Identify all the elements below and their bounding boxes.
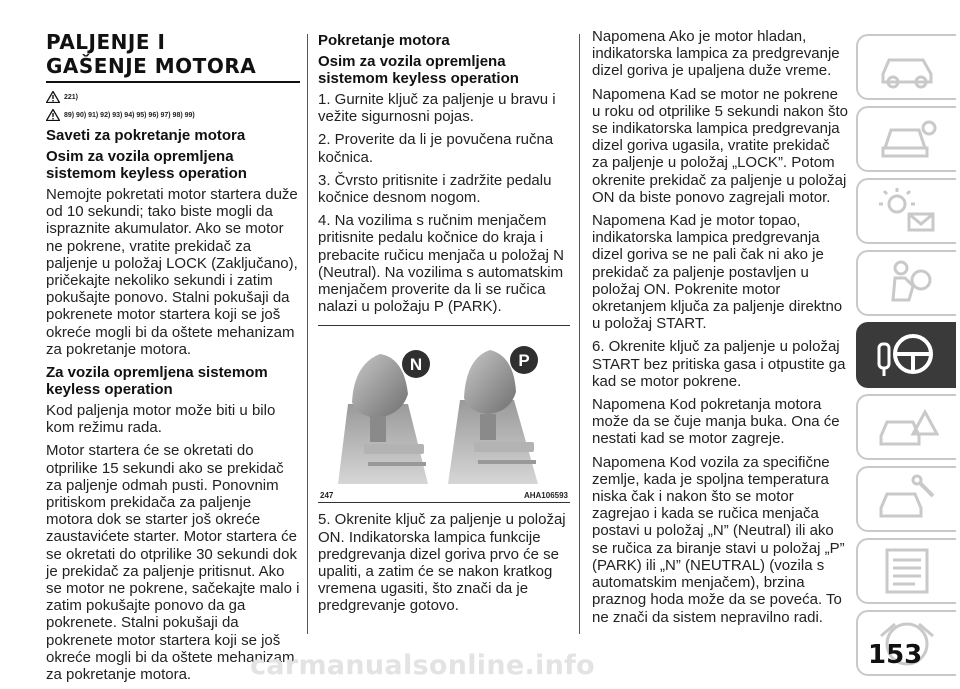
steering-wheel-key-icon	[875, 330, 939, 380]
watermark: carmanualsonline.info	[250, 650, 596, 681]
paragraph-any-mode: Kod paljenja motor može biti u bilo kom režimu rada.	[46, 402, 276, 437]
note-noise: Napomena Kod pokretanja motora može da se čuje manja buka. Ona će nestati kad se motor zagreje.	[592, 396, 840, 448]
step-1: 1. Gurnite ključ za paljenje u bravu i vežite sigurnosni pojas.	[318, 91, 556, 126]
label-p: P	[518, 351, 530, 371]
section-title-line2: GAŠENJE MOTORA	[46, 54, 257, 78]
warning-ref-2	[46, 109, 300, 121]
paragraph-starter-limit: Nemojte pokretati motor startera duže od 10 sekundi; tako biste mogli da ispraznite akumulator. Ako se motor ne pokrene, vratite prekidač za paljenje u položaj LOCK (Zaključano), pričekajte nekoliko sekundi i zatim pokušajte ponovo. Stalni pokušaji da pokrenete motor startera koji se još okreće mogli bi da oštete mehanizam za pokretanje motora.	[46, 186, 298, 358]
column-2	[318, 28, 570, 621]
car-dashboard-icon	[875, 114, 939, 164]
tab-starting-driving[interactable]	[856, 322, 956, 388]
page-number: 153	[868, 640, 923, 670]
note-no-start: Napomena Kad se motor ne pokrene u roku od otprilike 5 sekundi nakon što se indikatorska lampica predgrevanja dizel goriva ugasila, vratite prekidač za paljenje u položaj „LOCK”. Potom okrenite prekidač za paljenje u položaj ON da biste ponovo zagrejali motor.	[592, 85, 848, 206]
specifications-list-icon	[875, 546, 939, 596]
note-cold-engine: Napomena Ako je motor hladan, indikatorska lampica za predgrevanje dizel goriva je upaljena duže vreme.	[592, 28, 840, 80]
airbag-safety-icon	[875, 258, 939, 308]
step-2: 2. Proverite da li je povučena ručna kočnica.	[318, 131, 554, 166]
tab-airbag-safety[interactable]	[856, 250, 956, 316]
gear-lever-illustration	[318, 334, 570, 494]
column-divider-2	[579, 34, 580, 634]
label-n: N	[409, 355, 423, 375]
step-3: 3. Čvrsto pritisnite i zadržite pedalu kočnice desnom nogom.	[318, 171, 552, 207]
note-idle-speed: Napomena Kod vozila za specifične zemlje, kada je spoljna temperatura niska čak i nakon što se motor zagrejao i kada se ručica menjača postavi u položaj „N” (Neutral) ili ako se ručica za biranje stavi u položaj „P” (PARK) ili „N” (NEUTRAL) (vozila s automatskim menjačem), brzina praznog hoda može da se poveća. To ne znači da sistem nepravilno radi.	[592, 453, 845, 626]
tab-specifications[interactable]	[856, 538, 956, 604]
car-emergency-icon	[875, 402, 939, 452]
figure-number: 247	[320, 491, 334, 501]
warning-triangle-icon	[46, 109, 60, 121]
chapter-sidebar	[856, 34, 960, 682]
wrench-car-icon	[875, 474, 939, 524]
column-3	[592, 28, 848, 632]
heading-keyless-excluded: Osim za vozila opremljena sistemom keyless operation	[46, 148, 247, 182]
step-5: 5. Okrenite ključ za paljenje u položaj ON. Indikatorska lampica funkcije predgrevanja dizel goriva prvo će se upaliti, a zatim će se nakon kratkog vremena ugasiti, što znači da je predgrevanje gotovo.	[318, 511, 566, 615]
tab-warning-lights[interactable]	[856, 178, 956, 244]
figure-gear-lever	[318, 325, 570, 503]
paragraph-starter-timing: Motor startera će se okretati do otprilike 15 sekundi ako se prekidač za paljenje odmah pusti. Ponovnim pritiskom prekidača za paljenje motora dok se starter još okreće zaustavićete starter. Motor startera će se okretati do otprilike 30 sekundi dok je prekidač za paljenje pritisnut. Ako se motor ne pokrene, sačekajte malo i zatim pokušajte ponovo da ga pokrenete. Stalni pokušaji da pokrenete motor startera koji se još okreće mogli bi da oštete mehanizam za pokretanje motora.	[46, 442, 300, 684]
step-6: 6. Okrenite ključ za paljenje u položaj START bez pritiska gasa i otpustite ga kad se motor pokrene.	[592, 338, 846, 390]
warning-lights-icon	[875, 186, 939, 236]
warning-triangle-icon	[46, 91, 60, 103]
heading-keyless-excluded-2: Osim za vozila opremljena sistemom keyless operation	[318, 53, 519, 87]
section-title-line1: PALJENJE I	[46, 30, 166, 54]
tab-maintenance[interactable]	[856, 466, 956, 532]
warning-ref-1	[46, 91, 300, 103]
step-4: 4. Na vozilima s ručnim menjačem pritisnite pedalu kočnice do kraja i prebacite ručicu menjača u položaj N (Neutral). Na vozilima s automatskim menjačem proverite da li se ručica nalazi u položaju P (PARK).	[318, 212, 564, 316]
car-info-icon	[875, 42, 939, 92]
title-rule	[46, 81, 300, 83]
figure-code: AHA106593	[523, 491, 568, 501]
heading-tips: Saveti za pokretanje motora	[46, 127, 246, 144]
column-divider-1	[307, 34, 308, 634]
note-warm-engine: Napomena Kad je motor topao, indikatorska lampica predgrevanja dizel goriva se ne pali čak ni ako je prekidač za paljenje postavljen u položaj ON. Pokrenite motor okretanjem ključa za paljenje direktno u položaj START.	[592, 212, 843, 333]
column-1	[46, 28, 300, 689]
heading-starting-engine: Pokretanje motora	[318, 32, 450, 49]
tab-car-dashboard[interactable]	[856, 106, 956, 172]
tab-emergency[interactable]	[856, 394, 956, 460]
tab-car-info[interactable]	[856, 34, 956, 100]
warning-ref-text-1: 221)	[64, 93, 79, 101]
warning-ref-text-2: 89) 90) 91) 92) 93) 94) 95) 96) 97) 98) 99)	[64, 111, 195, 119]
heading-keyless-equipped: Za vozila opremljena sistemom keyless operation	[46, 364, 268, 399]
